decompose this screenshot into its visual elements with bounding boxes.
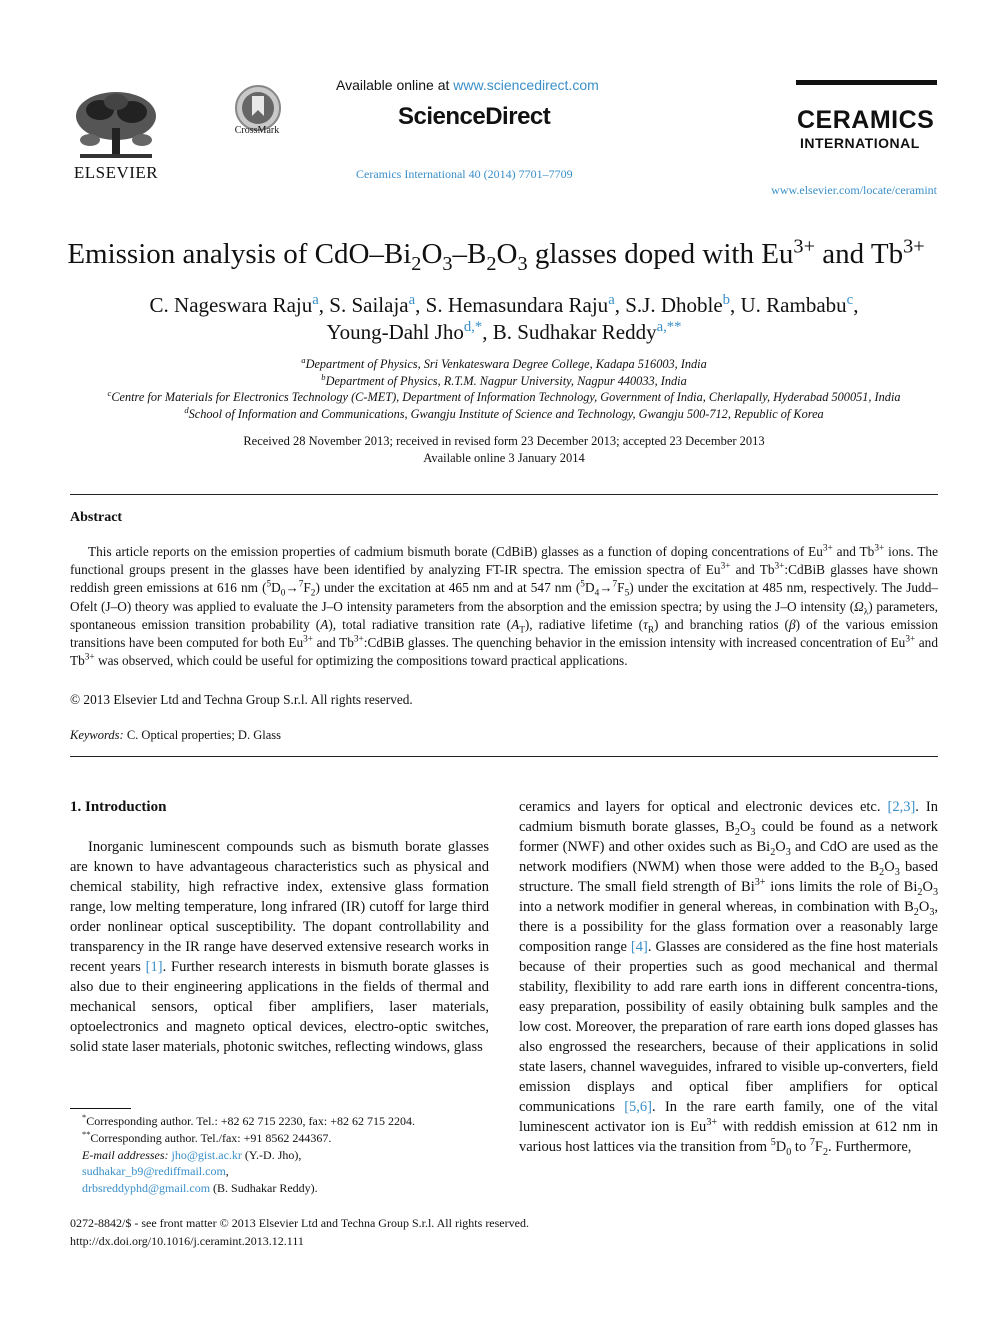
paper-title: Emission analysis of CdO–$Bi_2O_3-B_2O_3$ glasses doped with $Eu^{3+}$ and $Tb^{3+}$ bbox=[67, 235, 925, 275]
body-column-right: ceramics and layers for optical and electronic devices etc. [2,3]. In cadmium bismuth borate glasses, $B_2O_3$ could be found as a network former (NWF) and other oxides such as $Bi_2O_3$ and CdO are used as the network modifiers (NWM) when those were added to the $B_2O_3$ based structure. The small field strength of $Bi^{3+}$ ions limits the role of $Bi_2O_3$ into a network modifier in general whereas, in combination with $B_2O_3$, there is a possibility for the glass formation over a reasonably large composition range [4]. Glasses are considered as the fine host materials because of their properties such as good mechanical and thermal stability, flexibility to add rare earth ions in different concentra-tions, easy preparation, possibility of easily obtaining bulk samples and the low cost. Moreover, the preparation of rare earth ions doped glasses has also engrossed the researchers, because of their applications in solid state lasers, channel waveguides, infrared to visible up-converters, field emission displays and optical fiber amplifiers for optical communications [5,6]. In the rare earth family, one of the vital luminescent activator ion is $Eu^{3+}$ with reddish emission at 612 nm in various host lattices via the transition from $^5D_0$ to $^7F_2$. Furthermore, bbox=[519, 799, 939, 1158]
footnote-rule bbox=[70, 1108, 131, 1109]
online-date: Available online 3 January 2014 bbox=[423, 450, 585, 465]
citation-link[interactable]: [5,6] bbox=[624, 1099, 652, 1115]
journal-logo-rule bbox=[796, 80, 937, 85]
citation-link[interactable]: [1] bbox=[145, 959, 163, 975]
author-name: S. Sailaja bbox=[329, 293, 409, 317]
author-name: C. Nageswara Raju bbox=[149, 293, 313, 317]
affiliation-item: $^c$Centre for Materials for Electronics Technology (C-MET), Department of Information Technology, Government of India, Cherlapally, Hyderabad 500051, India bbox=[107, 388, 901, 405]
footnote-corresponding-1: *Corresponding author. Tel.: +82 62 715 2230, fax: +82 62 715 2204. bbox=[82, 1113, 415, 1128]
divider bbox=[70, 494, 938, 495]
footnote-emails: E-mail addresses: jho@gist.ac.kr (Y.-D. Jho), sudhakar_b9@rediffmail.com, drbsreddyphd@gmail.com (B. Sudhakar Reddy). bbox=[82, 1147, 318, 1196]
crossmark-label: CrossMark bbox=[234, 125, 280, 136]
sciencedirect-brand: ScienceDirect bbox=[398, 103, 551, 130]
available-prefix: Available online at bbox=[336, 77, 450, 93]
section-heading-introduction: 1. Introduction bbox=[70, 799, 167, 815]
journal-logo-subtitle: INTERNATIONAL bbox=[800, 135, 920, 151]
divider bbox=[70, 756, 938, 757]
author-affiliation-mark[interactable]: a bbox=[312, 292, 319, 308]
author-affiliation-mark[interactable]: a bbox=[408, 292, 416, 308]
affiliation-item: $^a$Department of Physics, Sri Venkateswara Degree College, Kadapa 516003, India bbox=[301, 354, 707, 371]
author-name: S. Hemasundara Raju bbox=[425, 293, 609, 317]
author-name: U. Rambabu bbox=[740, 293, 847, 317]
corresponding-mark[interactable]: ** bbox=[666, 319, 682, 335]
citation-link[interactable]: [2,3] bbox=[887, 799, 916, 815]
keywords-line bbox=[70, 728, 281, 743]
doi-link[interactable]: http://dx.doi.org/10.1016/j.ceramint.2013.12.111 bbox=[70, 1234, 304, 1248]
available-online-line bbox=[336, 77, 599, 93]
journal-logo-title: CERAMICS bbox=[797, 106, 935, 134]
received-dates: Received 28 November 2013; received in revised form 23 December 2013; accepted 23 December 2013 bbox=[243, 434, 765, 448]
abstract-body: This article reports on the emission properties of cadmium bismuth borate (CdBiB) glasses as a function of doping concentrations of $Eu^{3+}$ and $Tb^{3+}$ ions. The functional groups present in the glasses have been identified by analyzing FT-IR spectra. The emission spectra of $Eu^{3+}$ and $Tb^{3+}:CdBiB$ glasses have shown reddish green emissions at 616 nm $(^5D_0\to^7F_2)$ under the excitation at 465 nm and at 547 nm $(^5D_4\to^7F_5)$ under the excitation at 485 nm, respectively. The Judd–Ofelt (J–O) theory was applied to evaluate the J–O intensity parameters from the absorption and the emission spectra; by using the J–O intensity $(\Omega_\lambda)$ parameters, spontaneous emission transition probability (A), total radiative transition rate $(A_T)$, radiative lifetime $(\tau_R)$ and branching ratios (β) of the various emission transitions have been computed for both $Eu^{3+}$ and $Tb^{3+}:CdBiB$ glasses. The quenching behavior in the emission intensity with increased concentration of $Eu^{3+}$ and $Tb^{3+}$ was observed, which could be useful for optimizing the compositions toward practical applications. bbox=[70, 543, 938, 669]
author-affiliation-mark[interactable]: b bbox=[722, 292, 730, 308]
affiliation-item: $^b$Department of Physics, R.T.M. Nagpur University, Nagpur 440033, India bbox=[321, 371, 687, 388]
email-link[interactable]: sudhakar_b9@rediffmail.com bbox=[82, 1164, 226, 1179]
affiliation-list bbox=[70, 356, 938, 422]
journal-homepage-link[interactable]: www.elsevier.com/locate/ceramint bbox=[771, 183, 937, 197]
author-name: B. Sudhakar Reddy bbox=[492, 320, 657, 344]
article-history bbox=[70, 433, 938, 466]
keywords-label: Keywords: bbox=[70, 728, 124, 742]
keywords-text: C. Optical properties; D. Glass bbox=[126, 728, 281, 742]
author-affiliation-mark[interactable]: a bbox=[608, 292, 615, 308]
abstract-copyright: © 2013 Elsevier Ltd and Techna Group S.r.l. All rights reserved. bbox=[70, 692, 413, 707]
corresponding-mark[interactable]: * bbox=[474, 319, 483, 335]
email-link[interactable]: drbsreddyphd@gmail.com bbox=[82, 1181, 211, 1196]
author-affiliation-mark[interactable]: c bbox=[846, 292, 854, 308]
footnotes bbox=[70, 1113, 489, 1197]
body-column-left: Inorganic luminescent compounds such as bismuth borate glasses are known to have advantageous characteristics such as physical and chemical stability, high refractive index, extensive glass formation range, low melting temperature, long infrared (IR) cutoff for large third order nonlinear optical susceptibility. The dopant controllability and transparency in the IR range have deserved extensive research works in recent years [1]. Further research interests in bismuth borate glasses is also due to their engineering applications in the fields of thermal and mechanical sensors, optical fiber amplifiers, laser materials, optoelectronics and magneto optical devices, electro-optic switches, solid state laser materials, photonic switches, reflecting windows, glass bbox=[70, 839, 489, 1055]
elsevier-wordmark: ELSEVIER bbox=[73, 163, 159, 182]
author-list: C. Nageswara Raju$^a$, S. Sailaja$^a$, S. Hemasundara Raju$^a$, S.J. Dhoble$^b$, U. Rambabu$^c$, Young-Dahl Jho$^{d,*}$, B. Sudhakar Reddy$^{a,**}$ bbox=[149, 292, 859, 344]
author-affiliation-mark[interactable]: d, bbox=[463, 319, 475, 335]
email-link[interactable]: jho@gist.ac.kr bbox=[171, 1147, 242, 1162]
journal-citation-link[interactable]: Ceramics International 40 (2014) 7701–7709 bbox=[356, 167, 573, 181]
affiliation-item: $^d$School of Information and Communications, Gwangju Institute of Science and Technology, Gwangju 500-712, Republic of Korea bbox=[184, 404, 824, 421]
front-matter-line: 0272-8842/$ - see front matter © 2013 Elsevier Ltd and Techna Group S.r.l. All rights reserved. bbox=[70, 1216, 529, 1230]
author-affiliation-mark[interactable]: a, bbox=[656, 319, 667, 335]
citation-link[interactable]: [4] bbox=[630, 939, 648, 955]
author-name: Young-Dahl Jho bbox=[326, 320, 464, 344]
sciencedirect-link[interactable]: www.sciencedirect.com bbox=[453, 77, 599, 93]
footnote-corresponding-2: **Corresponding author. Tel./fax: +91 8562 244367. bbox=[82, 1129, 332, 1145]
abstract-heading: Abstract bbox=[70, 510, 123, 525]
author-name: S.J. Dhoble bbox=[625, 293, 723, 317]
